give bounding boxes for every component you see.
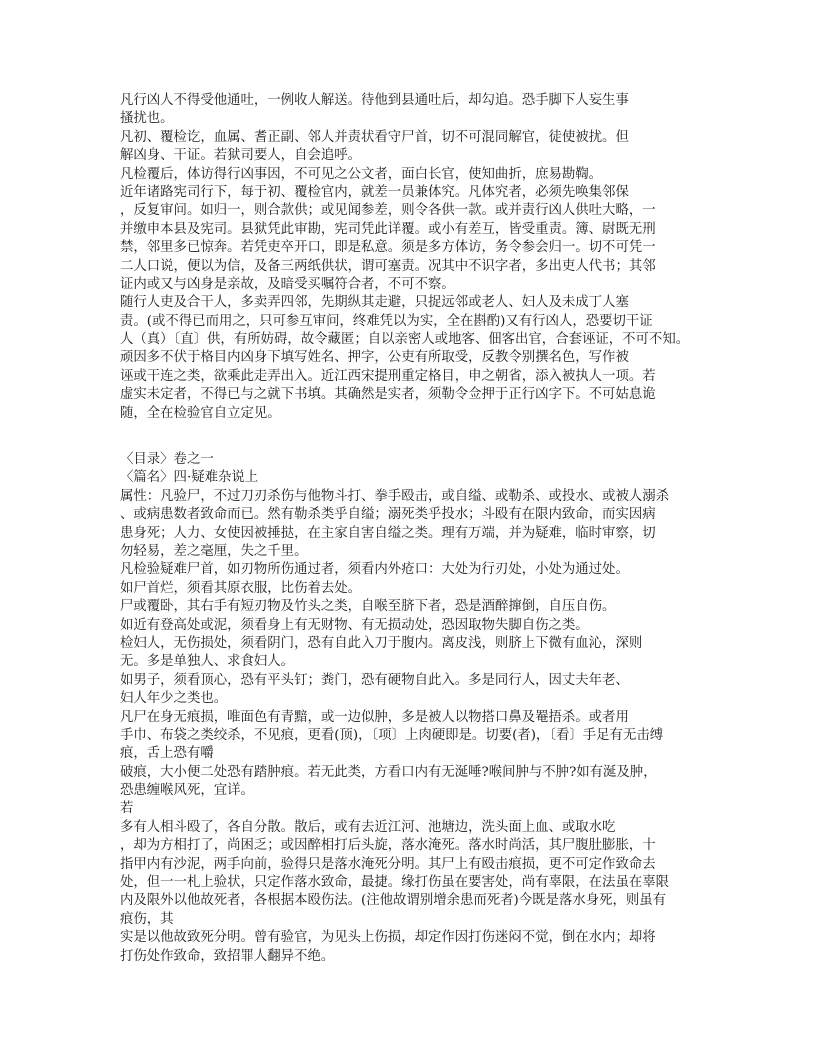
text-line: 顽因多不伏于格目内凶身下填写姓名、押字，公吏有所取受，反教令别撰名色，写作被	[120, 350, 629, 366]
text-line: 近年诸路宪司行下，每于初、覆检官内，就差一员兼体究。凡体究者，必须先唤集邻保	[120, 184, 629, 200]
section-gap	[120, 423, 720, 451]
text-line: 无。多是单独人、求食妇人。	[120, 654, 295, 670]
text-line: 痕，舌上恐有嚼	[120, 746, 214, 762]
text-line: 随，全在检验官自立定见。	[120, 405, 281, 421]
text-line: 检妇人，无伤损处，须看阴门，恐有自此入刀于腹内。离皮浅，则脐上下微有血沁，深则	[120, 635, 643, 651]
text-line: ，反复审问。如归一，则合款供；或见闻参差，则令各供一款。或并责行凶人供吐大略，一	[120, 203, 656, 219]
text-line: 凡行凶人不得受他通吐，一例收人解送。待他到县通吐后，却勾追。恐手脚下人妄生事	[120, 93, 629, 108]
text-line: 患身死；人力、女使因被捶挞，在主家自害自缢之类。理有万端，并为疑难，临时审察，切	[120, 525, 656, 541]
text-section	[120, 92, 720, 423]
text-line: 凡检覆后，体访得行凶事因，不可见之公文者，面白长官，使知曲折，庶易勘鞫。	[120, 166, 603, 182]
document-body	[120, 92, 720, 966]
text-line: 〈目录〉卷之一	[120, 452, 214, 468]
text-line: 随行人吏及合干人，多卖弄四邻，先期纵其走避，只捉远邻或老人、妇人及未成丁人塞	[120, 295, 629, 311]
text-line: 若	[120, 801, 134, 817]
text-line: 凡检验疑难尸首，如刃物所伤通过者，须看内外疮口：大处为行刃处，小处为通过处。	[120, 562, 629, 578]
text-line: 并缴申本县及宪司。县狱凭此审勘，宪司凭此详覆。或小有差互，皆受重责。簿、尉既无刑	[120, 221, 656, 237]
text-line: 责。(或不得已而用之，只可参互审问，终难凭以为实，全在斟酌)又有行凶人，恐要切干证	[120, 313, 653, 329]
text-line: 指甲内有沙泥，两手向前，验得只是落水淹死分明。其尸上有殴击痕损，更不可定作致命去	[120, 856, 656, 872]
text-line: 如男子，须看顶心，恐有平头钉；粪门，恐有硬物自此入。多是同行人，因丈夫年老、	[120, 672, 629, 688]
text-line: 属性：凡验尸，不过刀刃杀伤与他物斗打、拳手殴击，或自缢、或勒杀、或投水、或被人溺杀	[120, 488, 670, 504]
text-line: 禁，邻里多已惊奔。若凭吏卒开口，即是私意。须是多方体访，务令参会归一。切不可凭一	[120, 240, 656, 256]
text-line: 手巾、布袋之类绞杀，不见痕，更看(顶)，〔项〕上肉硬即是。切要(者)，〔看〕手足有无击缚	[120, 727, 664, 743]
text-line: 诬或干连之类，欲乘此走弄出入。近江西宋提刑重定格目，申之朝省，添入被执人一项。若	[120, 368, 656, 384]
text-line: 凡初、覆检讫，血属、耆正副、邻人并责状看守尸首，切不可混同解官，徒使被扰。但	[120, 129, 629, 145]
text-line: 、或病患数者致命而已。然有勒杀类乎自缢；溺死类乎投水；斗殴有在限内致命，而实因病	[120, 507, 656, 523]
text-line: 人（真）〔直〕供，有所妨碍，故令藏匿；自以亲密人或地客、佃客出官，合套诬证，不可不知。	[120, 332, 690, 348]
text-line: 证内或又与凶身是亲故，及暗受买嘱符合者，不可不察。	[120, 276, 455, 292]
text-line: 如尸首烂，须看其原衣服，比伤着去处。	[120, 580, 362, 596]
text-line: 虚实未定者，不得已与之就下书填。其确然是实者，须勒令佥押于正行凶字下。不可姑息诡	[120, 387, 656, 403]
text-line: 打伤处作致命，致招罪人翻异不绝。	[120, 948, 335, 964]
text-line: 〈篇名〉四·疑难杂说上	[120, 470, 259, 486]
text-line: 二人口说，便以为信，及备三两纸供状，谓可塞责。况其中不识字者，多出吏人代书；其邻	[120, 258, 656, 274]
text-line: 妇人年少之类也。	[120, 691, 228, 707]
text-line: 内及限外以他故死者，各根据本殴伤法。(注他故谓别增余患而死者)今既是落水身死，则虽有	[120, 893, 667, 909]
text-line: 多有人相斗殴了，各自分散。散后，或有去近江河、池塘边，洗头面上血、或取水吃	[120, 819, 616, 835]
text-line: 解凶身、干证。若狱司要人，自会追呼。	[120, 148, 362, 164]
text-line: 破痕，大小便二处恐有踏肿痕。若无此类，方看口内有无涎唾?喉间肿与不肿?如有涎及肿，	[120, 764, 657, 780]
text-line: 处，但一一札上验状，只定作落水致命，最捷。缘打伤虽在要害处，尚有辜限，在法虽在辜限	[120, 875, 670, 891]
text-line: 实是以他故致死分明。曾有验官，为见头上伤损，却定作因打伤迷闷不觉，倒在水内；却将	[120, 930, 656, 946]
text-line: ，却为方相打了，尚困乏；或因醉相打后头旋，落水淹死。落水时尚活，其尸腹肚膨胀，十	[120, 838, 656, 854]
text-line: 如近有登高处或泥，须看身上有无财物、有无损动处，恐因取物失脚自伤之类。	[120, 617, 589, 633]
text-line: 勿轻易，差之毫厘，失之千里。	[120, 543, 308, 559]
text-line: 凡尸在身无痕损，唯面色有青黯，或一边似肿，多是被人以物搭口鼻及罨捂杀。或者用	[120, 709, 629, 725]
text-line: 恐患缠喉风死，宜详。	[120, 783, 254, 799]
text-section	[120, 451, 720, 966]
text-line: 痕伤，其	[120, 911, 174, 927]
text-line: 尸或覆卧，其右手有短刃物及竹头之类，自喉至脐下者，恐是酒醉撺倒，自压自伤。	[120, 599, 616, 615]
text-line: 搔扰也。	[120, 111, 174, 127]
